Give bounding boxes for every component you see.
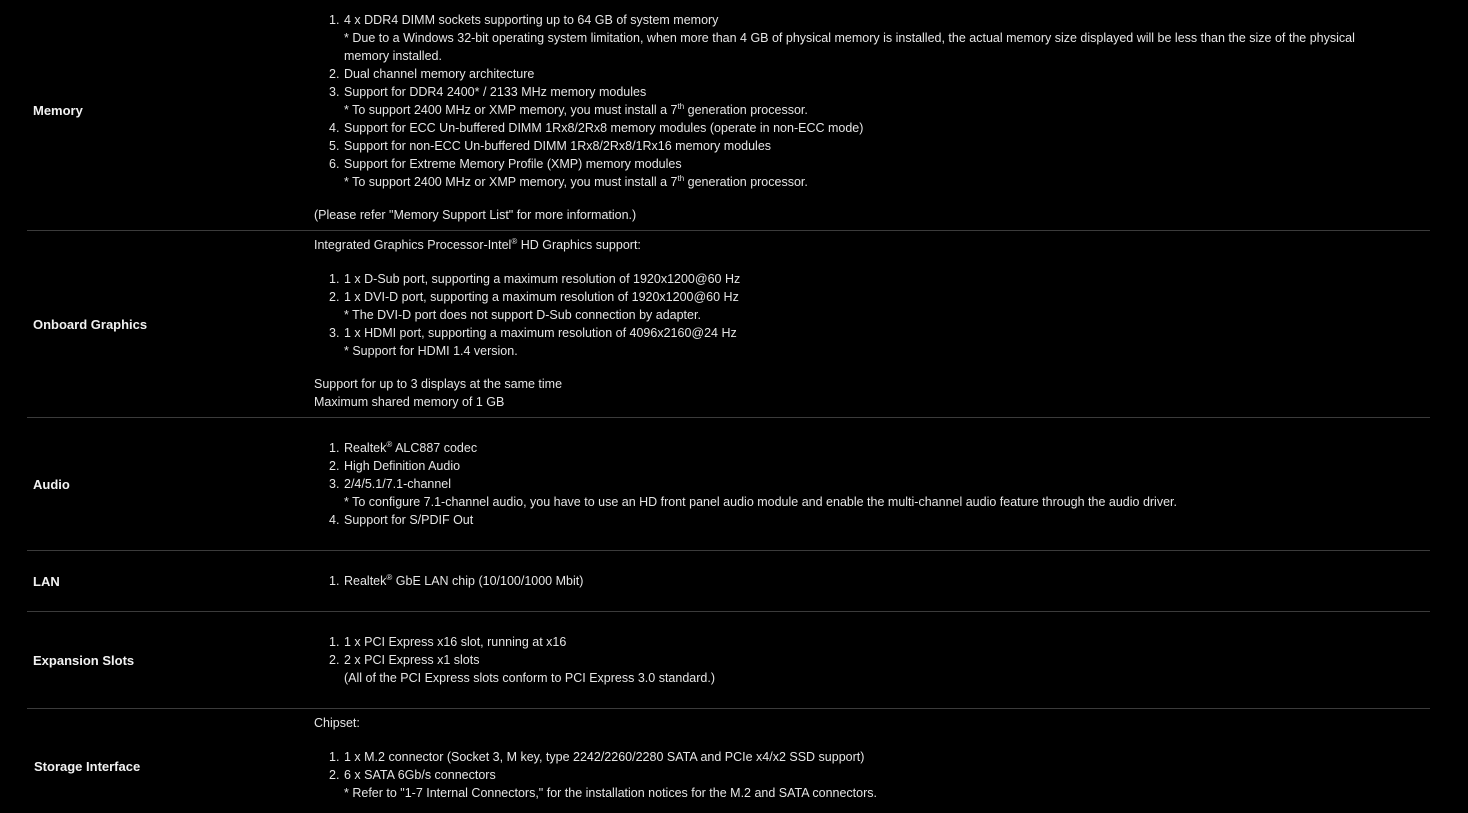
list-number: 5.	[329, 139, 340, 153]
list-number: 3.	[329, 85, 340, 99]
spec-label-lan: LAN	[33, 574, 60, 589]
registered-mark: ®	[511, 236, 518, 246]
list-number: 3.	[329, 326, 340, 340]
graphics-footnote: Maximum shared memory of 1 GB	[314, 395, 505, 409]
note-text: generation processor.	[687, 103, 808, 117]
list-number: 1.	[329, 574, 340, 588]
list-item: Support for non-ECC Un-buffered DIMM 1Rx8/2Rx8/1Rx16 memory modules	[344, 139, 772, 153]
list-item: 1 x DVI-D port, supporting a maximum resolution of 1920x1200@60 Hz	[344, 290, 739, 304]
list-note: * To configure 7.1-channel audio, you have to use an HD front panel audio module and enable the multi-channel audio feature through the audio driver.	[344, 495, 1177, 509]
list-note	[344, 173, 808, 191]
list-item: Dual channel memory architecture	[344, 67, 535, 81]
list-number: 3.	[329, 477, 340, 491]
row-divider	[27, 611, 1430, 612]
graphics-footnote: Support for up to 3 displays at the same time	[314, 377, 563, 391]
item-text: ALC887 codec	[392, 441, 478, 455]
list-item: High Definition Audio	[344, 459, 461, 473]
list-number: 1.	[329, 750, 340, 764]
list-number: 2.	[329, 653, 340, 667]
list-note: * Due to a Windows 32-bit operating system limitation, when more than 4 GB of physical memory is installed, the actual memory size displayed will be less than the size of the physical	[344, 31, 1355, 45]
intro-text: HD Graphics support:	[517, 238, 641, 252]
list-item	[344, 439, 477, 457]
brand-text: Realtek	[344, 574, 387, 588]
graphics-intro	[314, 236, 641, 254]
superscript: th	[677, 173, 685, 183]
list-item: 6 x SATA 6Gb/s connectors	[344, 768, 496, 782]
note-text: generation processor.	[687, 175, 808, 189]
chipset-heading: Chipset:	[314, 716, 360, 730]
list-note: (All of the PCI Express slots conform to PCI Express 3.0 standard.)	[344, 671, 715, 685]
registered-mark: ®	[386, 439, 393, 449]
list-item: 2/4/5.1/7.1-channel	[344, 477, 452, 491]
list-number: 4.	[329, 121, 340, 135]
list-number: 2.	[329, 768, 340, 782]
memory-support-note: (Please refer "Memory Support List" for more information.)	[314, 208, 637, 222]
spec-label-expansion: Expansion Slots	[33, 653, 135, 668]
brand-text: Realtek	[344, 441, 387, 455]
list-item: Support for DDR4 2400* / 2133 MHz memory modules	[344, 85, 647, 99]
item-text: GbE LAN chip (10/100/1000 Mbit)	[392, 574, 584, 588]
spec-label-graphics: Onboard Graphics	[33, 317, 148, 332]
list-item: 1 x HDMI port, supporting a maximum resolution of 4096x2160@24 Hz	[344, 326, 737, 340]
row-divider	[27, 417, 1430, 418]
list-item	[344, 572, 583, 590]
list-note: * The DVI-D port does not support D-Sub connection by adapter.	[344, 308, 701, 322]
list-item: 4 x DDR4 DIMM sockets supporting up to 64 GB of system memory	[344, 13, 719, 27]
list-item: 1 x D-Sub port, supporting a maximum resolution of 1920x1200@60 Hz	[344, 272, 741, 286]
row-divider	[27, 230, 1430, 231]
note-text: * To support 2400 MHz or XMP memory, you must install a 7	[344, 103, 678, 117]
superscript: th	[677, 101, 685, 111]
spec-label-memory: Memory	[33, 103, 83, 118]
list-number: 2.	[329, 290, 340, 304]
list-note: memory installed.	[344, 49, 442, 63]
list-number: 1.	[329, 272, 340, 286]
list-number: 1.	[329, 635, 340, 649]
intro-text: Integrated Graphics Processor-Intel	[314, 238, 512, 252]
spec-label-storage: Storage Interface	[34, 759, 141, 774]
list-item: 1 x PCI Express x16 slot, running at x16	[344, 635, 567, 649]
list-item: 2 x PCI Express x1 slots	[344, 653, 480, 667]
row-divider	[27, 550, 1430, 551]
list-item: Support for S/PDIF Out	[344, 513, 474, 527]
list-number: 4.	[329, 513, 340, 527]
registered-mark: ®	[386, 572, 393, 582]
list-note: * Support for HDMI 1.4 version.	[344, 344, 518, 358]
note-text: * To support 2400 MHz or XMP memory, you must install a 7	[344, 175, 678, 189]
list-number: 6.	[329, 157, 340, 171]
row-divider	[27, 708, 1430, 709]
list-item: Support for Extreme Memory Profile (XMP) memory modules	[344, 157, 682, 171]
list-item: Support for ECC Un-buffered DIMM 1Rx8/2Rx8 memory modules (operate in non-ECC mode)	[344, 121, 864, 135]
spec-label-audio: Audio	[33, 477, 70, 492]
list-number: 1.	[329, 441, 340, 455]
list-number: 2.	[329, 459, 340, 473]
list-note	[344, 101, 808, 119]
list-item: 1 x M.2 connector (Socket 3, M key, type 2242/2260/2280 SATA and PCIe x4/x2 SSD support)	[344, 750, 865, 764]
list-note: * Refer to "1-7 Internal Connectors," for the installation notices for the M.2 and SATA connectors.	[344, 786, 877, 800]
list-number: 2.	[329, 67, 340, 81]
list-number: 1.	[329, 13, 340, 27]
